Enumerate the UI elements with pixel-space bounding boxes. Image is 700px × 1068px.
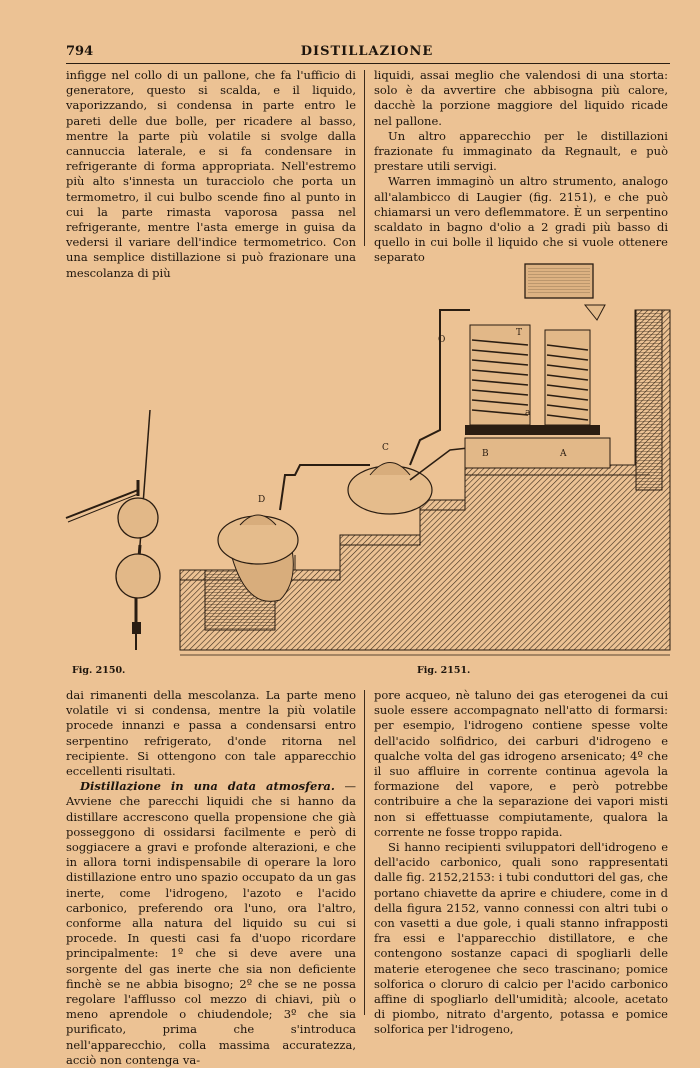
header-rule: [66, 63, 670, 64]
page-number: 794: [66, 44, 94, 59]
column-divider-top: [364, 70, 365, 246]
paragraph: dai rimanenti della mescolanza. La parte meno volatile vi si condensa, mentre la più volatile procede innanzi e passa a condensarsi entro serpentino refrigerato, d'onde ritorna nel recipiente. Si ottengono con tale apparecchio eccellenti risultati.: [66, 688, 356, 779]
paragraph: Warren immaginò un altro strumento, analogo all'alambicco di Laugier (fig. 2151), e che può chiamarsi un vero deflemmatore. È un serpentino scaldato in bagno d'olio a 2 gradi più basso di quello in cui bolle il liquido che si vuole ottenere separato: [374, 174, 668, 265]
fig-2151-drawing: [180, 264, 670, 655]
label-o: O: [438, 335, 446, 345]
column-divider-bottom: [364, 690, 365, 1015]
figure-caption-2151: Fig. 2151.: [417, 665, 471, 676]
figure-area: [40, 250, 675, 685]
fig-2150-drawing: [66, 410, 160, 650]
paragraph: Si hanno recipienti sviluppatori dell'idrogeno e dell'acido carbonico, quali sono rappresentati dalle fig. 2152,2153: i tubi conduttori del gas, che portano chiavette da aprire e chiudere, come in d della figura 2152, vanno connessi con altri tubi o con vasetti a due gole, i quali stanno infrapposti fra essi e l'apparecchio distillatore, e che contengono sostanze capaci di spogliarli delle materie eterogenee che seco trascinano; pomice solforica o cloruro di calcio per l'acido carbonico affine di spogliarlo dell'umidità; alcoole, acetato di piombo, nitrato d'argento, potassa e pomice solforica per l'idrogeno,: [374, 840, 668, 1037]
column-top-right: [374, 68, 668, 265]
label-a: A: [560, 449, 567, 459]
column-bottom-left: [66, 688, 357, 1067]
label-d: D: [258, 495, 266, 505]
paragraph: infigge nel collo di un pallone, che fa l'ufficio di generatore, questo si scalda, e il liquido, vaporizzando, si condensa in parte entro le pareti delle due bolle, per ricadere al basso, mentre la parte più volatile si svolge dalla cannuccia laterale, e si fa condensare in refrigerante di forma appropriata. Nell'estremo più alto s'innesta un turacciolo che porta un termometro, il cui bulbo scende fino al punto in cui la parte rimasta vaporosa passa nel refrigerante, mentre l'asta emerge in guisa da vedersi il variare dell'indice termometrico. Con una semplice distillazione si può frazionare una mescolanza di più: [66, 68, 356, 280]
figure-caption-2150: Fig. 2150.: [72, 665, 126, 676]
apparatus-engravings: [40, 250, 675, 685]
column-bottom-right: [374, 688, 668, 1037]
paragraph-body: — Avviene che parecchi liquidi che si hanno da distillare accrescono quella propensione che già posseggono di ossidarsi facilmente e però di soggiacere a gravi e profonde alterazioni, e che in allora torni indispensabile di operare la loro distillazione entro uno spazio occupato da un gas inerte, come l'idrogeno, l'azoto e l'acido carbonico, preferendo ora l'uno, ora l'altro, conforme alla natura del liquido su cui si procede. In questi casi fa d'uopo ricordare principalmente: 1º che si deve avere una sorgente del gas inerte che sia non deficiente finchè se ne abbia bisogno; 2º che se ne possa regolare l'afflusso col mezzo di chiavi, più o meno aprendole o chiudendole; 3º che sia purificato, prima che s'introduca nell'apparecchio, colla massima accuratezza, acciò non contenga va-: [66, 779, 357, 1067]
page-header: [66, 44, 668, 64]
running-title: DISTILLAZIONE: [300, 44, 434, 59]
paragraph: pore acqueo, nè taluno dei gas eterogenei da cui suole essere accompagnato nell'atto di formarsi: per esempio, l'idrogeno contiene spesse volte dell'acido solfidrico, dei carburi d'idrogeno e qualche volta del gas idrogeno arsenicato; 4º che il suo affluire in corrente continua agevola la formazione del vapore, e però potrebbe contribuire a che la separazione dei vapori misti non si effettuasse compiutamente, qualora la corrente ne fosse troppo rapida.: [374, 688, 668, 839]
paragraph: Un altro apparecchio per le distillazioni frazionate fu immaginato da Regnault, e può prestare utili servigi.: [374, 128, 668, 174]
paragraph: liquidi, assai meglio che valendosi di una storta: solo è da avvertire che abbisogna più calore, dacchè la porzione maggiore del liquido ricade nel pallone.: [374, 68, 668, 128]
label-t: T: [516, 328, 523, 338]
label-c: C: [382, 443, 389, 453]
paragraph: [66, 779, 356, 1068]
section-heading: Distillazione in una data atmosfera.: [80, 779, 335, 794]
label-a-lower: a: [525, 408, 531, 418]
column-top-left: [66, 68, 356, 280]
label-b: B: [482, 449, 489, 459]
